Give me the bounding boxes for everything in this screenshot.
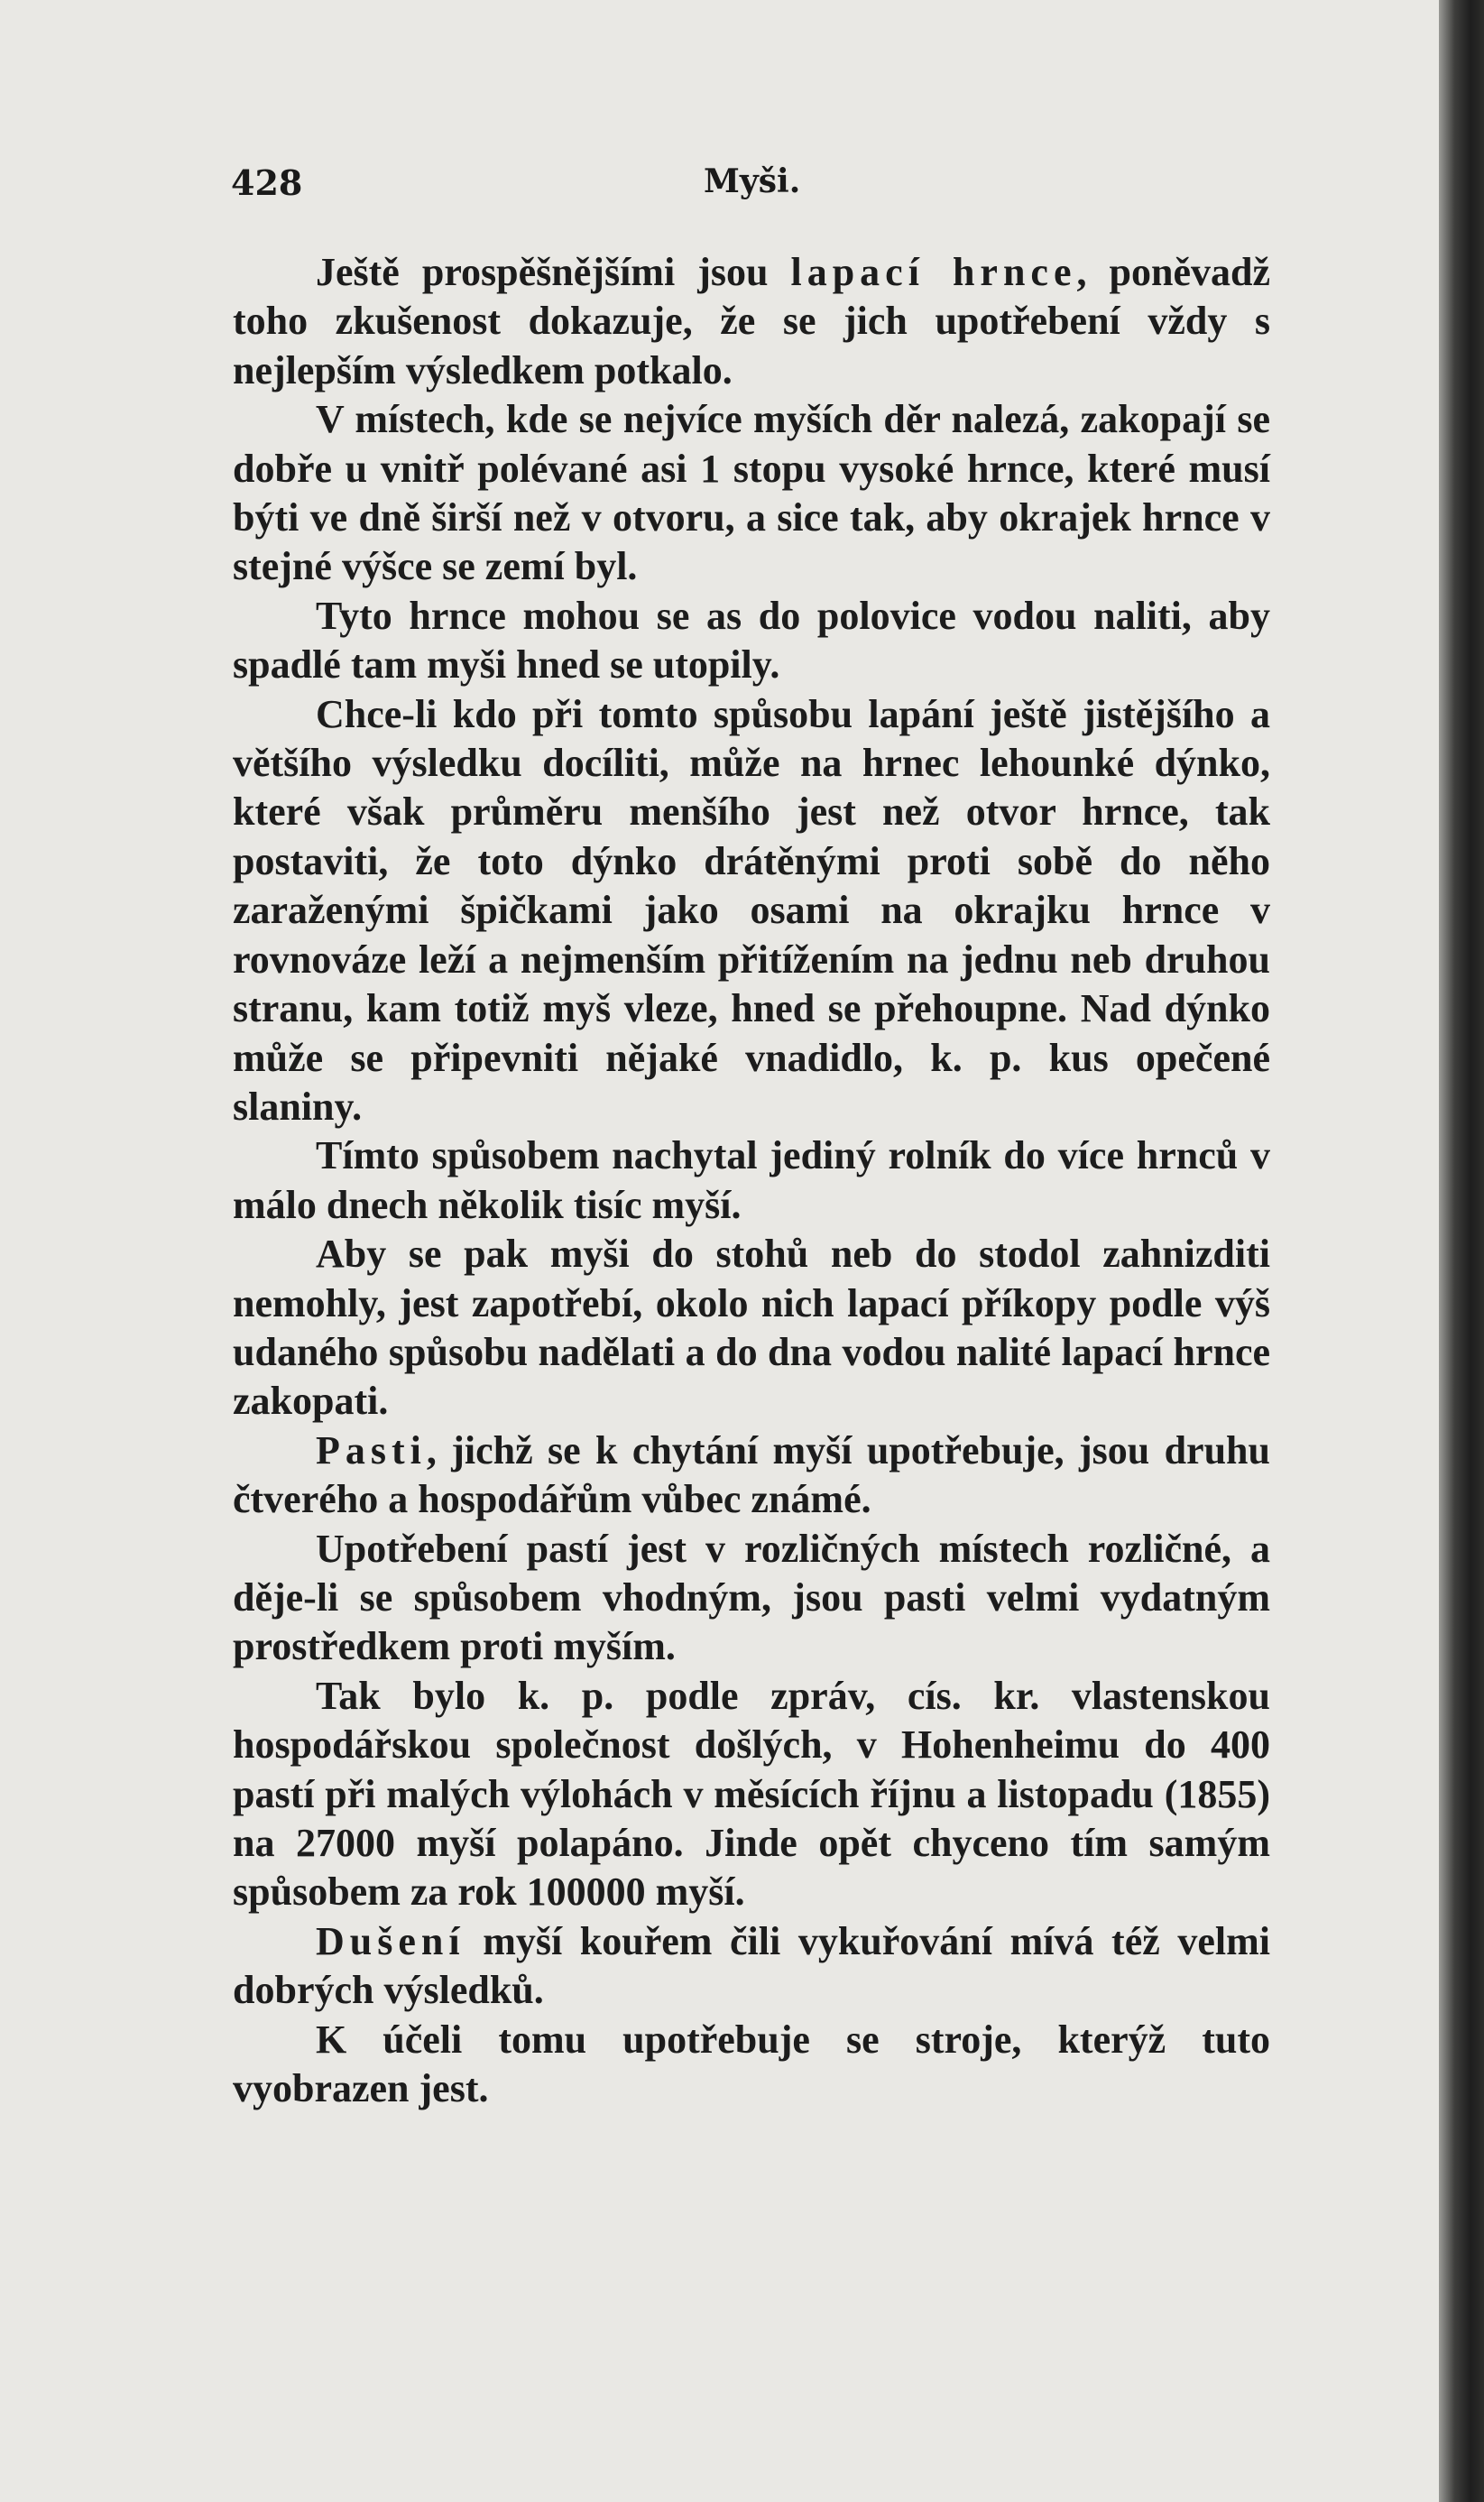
- paragraph-text: , poněvadž toho zkušenost dokazuje, že se jich upotřebení vždy s nejlepším výsledkem potkalo.: [233, 250, 1270, 392]
- paragraph-text: myší kouřem čili vykuřování mívá též velmi dobrých výsledků.: [233, 1918, 1270, 2013]
- paragraph-text: Chce-li kdo při tomto spůsobu lapání ještě jistějšího a většího výsledku docíliti, může na hrnec lehounké dýnko, které však průměru menšího jest než otvor hrnce, tak postaviti, že toto dýnko drátěnými proti sobě do něho zaraženými špičkami jako osami na okrajku hrnce v rovnováze leží a nejmenším přitížením na jednu neb druhou stranu, kam totiž myš vleze, hned se přehoupne. Nad dýnko může se připevniti nějaké vnadidlo, k. p. kus opečené slaniny.: [233, 691, 1270, 1129]
- paragraph-text: Aby se pak myši do stohů neb do stodol zahnizditi nemohly, jest zapotřebí, okolo nich lapací příkopy podle výš udaného spůsobu nadělati a do dna vodou nalité lapací hrnce zakopati.: [233, 1232, 1270, 1424]
- paragraph: [233, 1917, 1270, 2016]
- paragraph-text: , jichž se k chytání myší upotřebuje, jsou druhu čtverého a hospodářům vůbec známé.: [233, 1427, 1270, 1522]
- paragraph-text: K účeli tomu upotřebuje se stroje, kterýž tuto vyobrazen jest.: [233, 2017, 1270, 2111]
- paragraph-text: Ještě prospěšnějšími jsou: [316, 250, 791, 294]
- paragraph: [233, 395, 1270, 592]
- emphasized-term: lapací hrnce: [790, 250, 1077, 294]
- paragraph: [233, 1426, 1270, 1525]
- paragraph-text: Tyto hrnce mohou se as do polovice vodou naliti, aby spadlé tam myši hned se utopily.: [233, 593, 1270, 688]
- emphasized-term: Pasti: [316, 1427, 427, 1473]
- body-text: [233, 248, 1270, 2113]
- paragraph: [233, 1131, 1270, 1230]
- paragraph: [233, 1672, 1270, 1917]
- paragraph: [233, 690, 1270, 1132]
- paragraph: [233, 592, 1270, 690]
- paragraph: [233, 2016, 1270, 2114]
- running-title: Myši.: [704, 162, 801, 200]
- paragraph-text: Upotřebení pastí jest v rozličných místech rozličné, a děje-li se spůsobem vhodným, jsou pasti velmi vydatným prostředkem proti myším.: [233, 1526, 1270, 1669]
- page-number: 428: [231, 162, 303, 203]
- paragraph: [233, 1230, 1270, 1426]
- paragraph: [233, 248, 1270, 395]
- emphasized-term: Dušení: [316, 1918, 465, 1963]
- paragraph: [233, 1525, 1270, 1672]
- paragraph-text: Tímto spůsobem nachytal jediný rolník do více hrnců v málo dnech několik tisíc myší.: [233, 1133, 1270, 1227]
- paragraph-text: V místech, kde se nejvíce myších děr nalezá, zakopají se dobře u vnitř polévané asi 1 stopu vysoké hrnce, které musí býti ve dně širší než v otvoru, a sice tak, aby okrajek hrnce v stejné výšce se zemí byl.: [233, 397, 1270, 589]
- paragraph-text: Tak bylo k. p. podle zpráv, cís. kr. vlastenskou hospodářskou společnost došlých, v Hohenheimu do 400 pastí při malých výlohách v měsících říjnu a listopadu (1855) na 27000 myší polapáno. Jinde opět chyceno tím samým spůsobem za rok 100000 myší.: [233, 1673, 1270, 1915]
- page-edge-shadow: [1439, 0, 1484, 2502]
